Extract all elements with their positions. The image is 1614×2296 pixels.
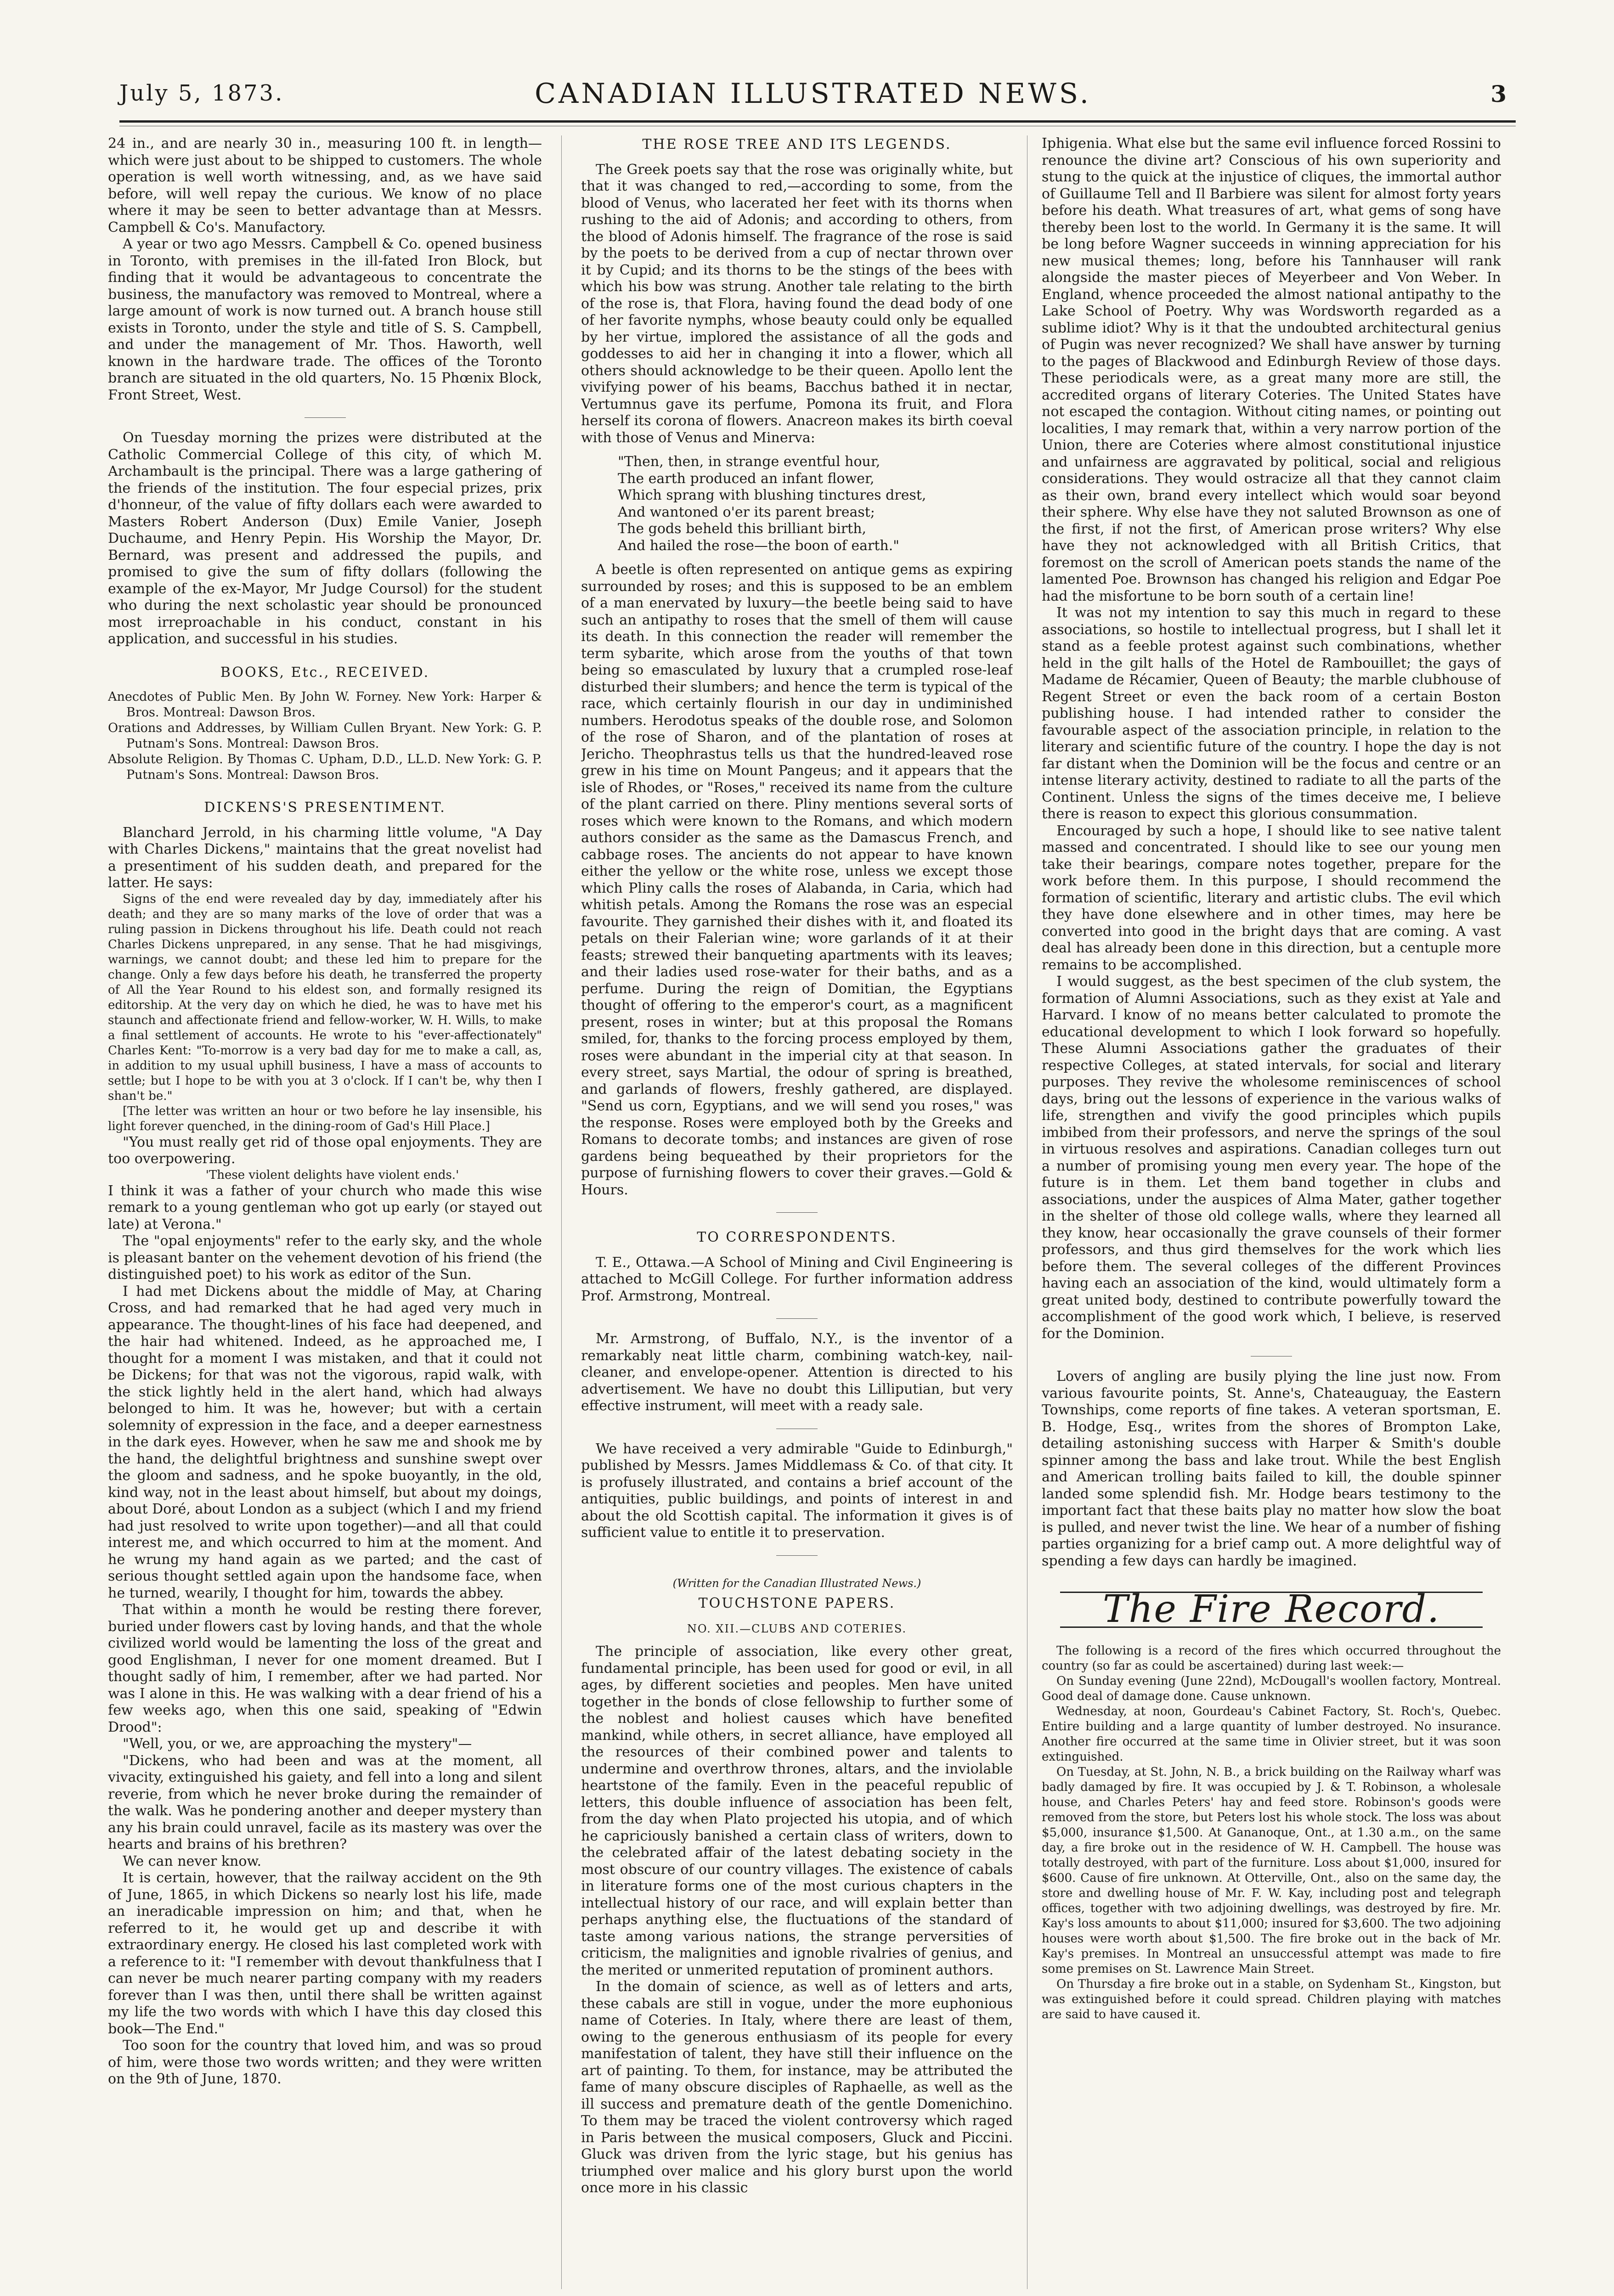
fire-record-banner <box>1042 1587 1501 1631</box>
paragraph: We have received a very admirable "Guide to Edinburgh," published by Messrs. James Middlemass & Co. of that city. It is profusely illustrated, and contains a brief account of the antiquities, public buildings, and points of interest in and about the old Scottish capital. The information it gives is of sufficient value to entitle it to preservation. <box>581 1441 1013 1541</box>
paragraph: We can never know. <box>123 1853 262 1869</box>
fire-record-heading: The Fire Record. <box>1102 1587 1440 1631</box>
column-1 <box>108 135 542 2289</box>
poem-line: "Then, then, in strange eventful hour, <box>618 454 880 470</box>
book-entry: Anecdotes of Public Men. By John W. Forney. New York: Harper & Bros. Montreal: Dawson Bros. <box>108 690 542 720</box>
paragraph: It was not my intention to say this much in regard to these associations, so hostile to intellectual progress, but I shall let it stand as a feeble protest against such combinations, whether held in the gilt halls of the Hotel de Rambouillet; the gays of Madame de Récamier, Queen of Beauty; the marble clubhouse of Regent Street or even the back room of a certain Boston publishing house. I had intended rather to consider the favourable aspect of the association principle, in relation to the literary and scientific future of the country. I hope the day is not far distant when the Dominion will be the focus and centre or an intense literary activity, destined to radiate to all the parts of the Continent. Unless the signs of the times deceive me, I believe there is reason to expect this glorious consummation. <box>1042 605 1501 822</box>
paragraph: Encouraged by such a hope, I should like to see native talent massed and concentrated. I should like to see our young men take their bearings, compare notes together, prepare for the work before them. In this purpose, I should recommend the formation of scientific, literary and artistic clubs. The evil which they have done elsewhere and in other times, may here be converted into good in the bright days that are coming. A vast deal has already been done in this direction, but a centuple more remains to be accomplished. <box>1042 822 1501 973</box>
separator <box>776 1555 818 1556</box>
quote-paragraph: [The letter was written an hour or two before he lay insensible, his light forever quenched, in the dining-room of Gad's Hill Place.] <box>108 1104 542 1133</box>
paragraph: "Dickens, who had been and was at the moment, all vivacity, extinguished his gaiety, and fell into a long and silent reverie, from which he never broke during the remainder of the walk. Was he pondering another and deeper mystery than any his brain could unravel, facile as its mastery was over the hearts and brains of his brethren? <box>108 1752 542 1852</box>
paragraph: Mr. Armstrong, of Buffalo, N.Y., is the inventor of a remarkably neat little charm, combining watch-key, nail-cleaner, and envelope-opener. Attention is directed to his advertisement. We have no doubt this Lilliputian, but very effective instrument, will meet with a ready sale. <box>581 1331 1013 1414</box>
touchstone-byline: (Written for the Canadian Illustrated News.) <box>672 1576 921 1590</box>
paragraph: A beetle is often represented on antique gems as expiring surrounded by roses; and this is supposed to be an emblem of a man enervated by luxury—the beetle being said to have such an antipathy to roses that the smell of them will cause its death. In this connection the reader will remember the term sybarite, which arose from the youths of that town being so emasculated by luxury that a crumpled rose-leaf disturbed their slumbers; and hence the term is typical of the race, which certainly flourish in our day in undiminished numbers. Herodotus speaks of the double rose, and Solomon of the rose of Sharon, and of the plantation of roses at Jericho. Theophrastus tells us that the hundred-leaved rose grew in his time on Mount Pangeus; and it appears that the isle of Rhodes, or "Roses," received its name from the culture of the plant carried on there. Pliny mentions several sorts of roses which were known to the Romans, and which modern authors consider as the same as the Damascus French, and cabbage roses. The ancients do not appear to have known either the yellow or the white rose, unless we except those which Pliny calls the roses of Alabanda, in Caria, which had whitish petals. Among the Romans the rose was an especial favourite. They garnished their dishes with it, and floated its petals on their Falerian wine; wore garlands of it at their feasts; strewed their banqueting apartments with its leaves; and their ladies used rose-water for their baths, and as a perfume. During the reign of Domitian, the Egyptians thought of offering to the emperor's court, as a magnificent present, roses in winter; but at this proposal the Romans smiled, for, thanks to the forcing process employed by them, roses were abundant in the imperial city at that season. In every street, says Martial, the odour of spring is breathed, and garlands of flowers, freshly gathered, are displayed. "Send us corn, Egyptians, and we will send you roses," was the response. Roses were employed both by the Greeks and Romans to decorate tombs; and instances are given of rose gardens being bequeathed by their proprietors for the purpose of furnishing flowers to cover their graves.—Gold & Hours. <box>581 562 1013 1198</box>
page-header <box>119 80 1507 113</box>
poem-line: And hailed the rose—the boon of earth." <box>618 537 900 554</box>
book-entry: Absolute Religion. By Thomas C. Upham, D.D., LL.D. New York: G. P. Putnam's Sons. Montreal: Dawson Bros. <box>108 752 542 782</box>
paragraph: "Well, you, or we, are approaching the mystery"— <box>123 1736 472 1752</box>
column-3 <box>1042 135 1501 2289</box>
books-heading: BOOKS, Etc., RECEIVED. <box>220 664 430 681</box>
column-2 <box>581 135 1013 2289</box>
paragraph: I had met Dickens about the middle of May, at Charing Cross, and had remarked that he had aged very much in appearance. The thought-lines of his face had deepened, and the hair had whitened. Indeed, as he approached me, I thought for a moment I was mistaken, and that it could not be Dickens; for that was not the vigorous, rapid walk, with the stick lightly held in the alert hand, which had always belonged to him. It was he, however; but with a certain solemnity of expression in the face, and a deeper earnestness in the dark eyes. However, when he saw me and shook me by the hand, the delightful brightness and sunshine swept over the gloom and sadness, and he spoke buoyantly, in the old, kind way, not in the least about himself, but about my doings, about Doré, about London as a subject (which I and my friend had just resolved to write upon together)—and all that could interest me, and which occurred to him at the moment. And he wrung my hand again as we parted; and the cast of serious thought settled again upon the handsome face, when he turned, wearily, I thought for him, towards the abbey. <box>108 1283 542 1601</box>
paragraph: In the domain of science, as well as of letters and arts, these cabals are still in vogue, under the more euphonious name of Coteries. In Italy, where there are least of them, owing to the generous enthusiasm of its people for every manifestation of talent, they have still their influence on the art of painting. To them, for instance, may be attributed the fame of many obscure disciples of Raphaelle, as well as the ill success and premature death of the gentle Domenichino. To them may be traced the violent controversy which raged in Paris between the musical composers, Gluck and Piccini. Gluck was driven from the lyric stage, but his genius has triumphed over malice and his glory burst upon the world once more in his classic <box>581 1979 1013 2196</box>
touchstone-heading: TOUCHSTONE PAPERS. <box>698 1595 896 1611</box>
poem-line: The earth produced an infant flower, <box>618 470 875 487</box>
paragraph: T. E., Ottawa.—A School of Mining and Civil Engineering is attached to McGill College. For further information address Prof. Armstrong, Montreal. <box>581 1254 1013 1304</box>
paragraph: I would suggest, as the best specimen of the club system, the formation of Alumni Associations, such as they exist at Yale and Harvard. I know of no means better calculated to promote the educational development to which I look forward so hopefully. These Alumni Associations gather the graduates of their respective Colleges, at stated intervals, for social and literary purposes. They revive the wholesome reminiscences of school days, bring out the lessons of experience in the various walks of life, strengthen and vivify the good principles which pupils imbibed from their professors, and nerve the springs of the soul in virtuous resolves and aspirations. Canadian colleges turn out a number of promising young men every year. The hope of the future is in them. Let them band together in clubs and associations, under the auspices of Alma Mater, gather together in the shelter of those old college walls, where they learned all they know, hear occasionally the grave counsels of their former professors, and thus gird themselves for the work which lies before them. The several colleges of the different Provinces having each an association of the kind, would ultimately form a great united body, destined to contribute powerfully toward the accomplishment of the good work which, I believe, is reserved for the Dominion. <box>1042 974 1501 1342</box>
touchstone-subheading: NO. XII.—CLUBS AND COTERIES. <box>687 1622 907 1635</box>
dickens-heading: DICKENS'S PRESENTIMENT. <box>204 799 446 816</box>
paragraph: Too soon for the country that loved him, and was so proud of him, were those two words written; and they were written on the 9th of June, 1870. <box>108 2037 542 2087</box>
paragraph: On Thursday a fire broke out in a stable, on Sydenham St., Kingston, but was extinguished before it could spread. Children playing with matches are said to have caused it. <box>1042 1977 1501 2021</box>
paragraph: That within a month he would be resting there forever, buried under flowers cast by loving hands, and that the whole civilized world would be lamenting the loss of the great and good Englishman, I never for one moment dreamed. But I thought sadly of him, I remember, after we had parted. Nor was I alone in this. He was walking with a dear friend of his a few weeks ago, when this one said, speaking of "Edwin Drood": <box>108 1602 542 1735</box>
column-divider <box>561 135 562 2289</box>
paragraph: It is certain, however, that the railway accident on the 9th of June, 1865, in which Dickens so nearly lost his life, made an ineradicable impression on him; and that, when he referred to it, he would get up and describe it with extraordinary energy. He closed his last completed work with a reference to it: "I remember with devout thankfulness that I can never be much nearer parting company with my readers forever than I was then, until there shall be written against my life the two words with which I have this day closed this book—The End." <box>108 1870 542 2037</box>
quote-line: 'These violent delights have violent ends.' <box>205 1168 459 1182</box>
quote-paragraph: Signs of the end were revealed day by day, immediately after his death; and they are so many marks of the love of order that was a ruling passion in Dickens throughout his life. Death could not reach Charles Dickens unprepared, in any sense. That he had misgivings, warnings, we cannot doubt; and these led him to prepare for the change. Only a few days before his death, he transferred the property of All the Year Round to his eldest son, and formally resigned its editorship. At the very day on which he died, he was to have met his staunch and affectionate friend and fellow-worker, W. H. Wills, to make a final settlement of accounts. He wrote to his "ever-affectionately" Charles Kent: "To-morrow is a very bad day for me to make a call, as, in addition to my usual uphill business, I have a mass of accounts to settle; but I hope to be with you at 3 o'clock. If I can't be, why then I shan't be." <box>108 892 542 1103</box>
paragraph: A year or two ago Messrs. Campbell & Co. opened business in Toronto, with premises in the ill-fated Iron Block, but finding that it would be advantageous to concentrate the business, the manufactory was removed to Montreal, where a large amount of work is now turned out. A branch house still exists in Toronto, under the style and title of S. S. Campbell, and under the management of Mr. Thos. Haworth, well known in the hardware trade. The offices of the Toronto branch are situated in the old quarters, No. 15 Phœnix Block, Front Street, West. <box>108 236 542 403</box>
paragraph: The "opal enjoyments" refer to the early sky, and the whole is pleasant banter on the vehement devotion of his friend (the distinguished poet) to his work as editor of the Sun. <box>108 1233 542 1283</box>
paragraph: The following is a record of the fires which occurred throughout the country (so far as could be ascertained) during last week:— <box>1042 1643 1501 1673</box>
paragraph: On Tuesday morning the prizes were distributed at the Catholic Commercial College of this city, of which M. Archambault is the principal. There was a large gathering of the friends of the institution. The four especial prizes, prix d'honneur, of the value of fifty dollars each were awarded to Masters Robert Anderson (Dux) Emile Vanier, Joseph Duchaume, and Henry Pepin. His Worship the Mayor, Dr. Bernard, was present and addressed the pupils, and promised to give the sum of fifty dollars (following the example of the ex-Mayor, Mr Judge Coursol) for the student who during the next scholastic year should be pronounced most irreproachable in his conduct, constant in his application, and successful in his studies. <box>108 430 542 647</box>
poem-line: Which sprang with blushing tinctures drest, <box>618 487 926 503</box>
paragraph: Lovers of angling are busily plying the line just now. From various favourite points, St. Anne's, Chateauguay, the Eastern Townships, come reports of fine takes. A veteran sportsman, E. B. Hodge, Esq., writes from the shores of Brompton Lake, detailing astonishing success with Harper & Smith's double spinner among the bass and lake trout. While the best English and American trolling baits failed to kill, the double spinner landed some splendid fish. Mr. Hodge bears testimony to the important fact that these baits play no matter how slow the boat is pulled, and never twist the line. We hear of a number of fishing parties organizing for a brief camp out. A more delightful way of spending a few days can hardly be imagined. <box>1042 1368 1501 1569</box>
paragraph: I think it was a father of your church who made this wise remark to a young gentleman who got up early (or stayed out late) at Verona." <box>108 1182 542 1232</box>
rose-heading: THE ROSE TREE AND ITS LEGENDS. <box>642 136 952 152</box>
paragraph: On Tuesday, at St. John, N. B., a brick building on the Railway wharf was badly damaged by fire. It was occupied by J. & T. Robinson, a wholesale house, and Charles Peters' hay and feed store. Robinson's goods were removed from the store, but Peters lost his whole stock. The loss was about $5,000, insurance $1,500. At Gananoque, Ont., at 1.30 a.m., on the same day, a fire broke out in the residence of W. H. Campbell. The house was totally destroyed, with part of the furniture. Loss about $1,000, insured for $600. Cause of fire unknown. At Otterville, Ont., also on the same day, the store and dwelling house of Mr. F. W. Kay, including post and telegraph offices, together with two adjoining dwellings, was destroyed by fire. Mr. Kay's loss amounts to about $11,000; insured for $3,600. The two adjoining houses were worth about $1,500. The fire broke out in the back of Mr. Kay's premises. In Montreal an unsuccessful attempt was made to fire some premises on St. Lawrence Main Street. <box>1042 1765 1501 1976</box>
separator <box>776 1212 818 1213</box>
masthead-title: CANADIAN ILLUSTRATED NEWS. <box>535 78 1091 110</box>
issue-date: July 5, 1873. <box>119 80 284 106</box>
paragraph: On Sunday evening (June 22nd), McDougall's woollen factory, Montreal. Good deal of damage done. Cause unknown. <box>1042 1674 1501 1703</box>
poem-line: And wantoned o'er its parent breast; <box>618 504 875 520</box>
page-number: 3 <box>1490 80 1507 107</box>
correspondents-heading: TO CORRESPONDENTS. <box>697 1229 897 1245</box>
paragraph: "You must really get rid of those opal enjoyments. They are too overpowering. <box>108 1134 542 1167</box>
paragraph: 24 in., and are nearly 30 in., measuring 100 ft. in length—which were just about to be shipped to customers. The whole operation is well worth witnessing, and, as we have said before, will well repay the curious. We know of no place where it may be seen to better advantage than at Messrs. Campbell & Co's. Manufactory. <box>108 135 542 236</box>
separator <box>305 417 346 418</box>
paragraph: Blanchard Jerrold, in his charming little volume, "A Day with Charles Dickens," maintains that the great novelist had a presentiment of his sudden death, and prepared for the latter. He says: <box>108 824 542 891</box>
poem-line: The gods beheld this brilliant birth, <box>618 521 867 537</box>
poem <box>618 454 1013 554</box>
paragraph: The Greek poets say that the rose was originally white, but that it was changed to red,—according to some, from the blood of Venus, who lacerated her feet with its thorns when rushing to the aid of Adonis; and according to others, from the blood of Adonis himself. The fragrance of the rose is said by the poets to be derived from a cup of nectar thrown over it by Cupid; and its thorns to be the stings of the bees with which his bow was strung. Another tale relating to the birth of the rose is, that Flora, having found the dead body of one of her favorite nymphs, whose beauty could only be equalled by her virtue, implored the assistance of all the gods and goddesses to aid her in changing it into a flower, which all others should acknowledge to be their queen. Apollo lent the vivifying power of his beams, Bacchus bathed it in nectar, Vertumnus gave its perfume, Pomona its fruit, and Flora herself its corona of flowers. Anacreon makes its birth coeval with those of Venus and Minerva: <box>581 161 1013 446</box>
separator <box>776 1318 818 1319</box>
paragraph: Iphigenia. What else but the same evil influence forced Rossini to renounce the divine art? Conscious of his own superiority and stung to the quick at the injustice of cliques, the immortal author of Guillaume Tell and Il Barbiere was silent for almost forty years before his death. What treasures of art, what gems of song have thereby been lost to the world. In Germany it is the same. It will be long before Wagner succeeds in winning appreciation for his new musical themes; long, before his Tannhauser will rank alongside the master pieces of Meyerbeer and Von Weber. In England, whence proceeded the almost national antipathy to the Lake School of Poetry. Why was Wordsworth regarded as a sublime idiot? Why is it that the undoubted architectural genius of Pugin was never recognized? We shall have answer by turning to the pages of Blackwood and Edinburgh Review of those days. These periodicals were, as a great many more are still, the accredited organs of literary Coteries. The United States have not escaped the contagion. Without citing names, or pointing out localities, I may remark that, within a very narrow portion of the Union, there are Coteries where almost constitutional injustice and unfairness are aggravated by political, social and religious considerations. They would ostracize all that they cannot claim as their own, brand every intellect which would soar beyond their sphere. Why else have they not saluted Brownson as one of the first, if not the first, of American prose writers? Why else have they not acknowledged with all British Critics, that foremost on the scroll of American poets stands the name of the lamented Poe. Brownson has changed his religion and Edgar Poe had the misfortune to be born south of a certain line! <box>1042 135 1501 604</box>
paragraph: Wednesday, at noon, Gourdeau's Cabinet Factory, St. Roch's, Quebec. Entire building and a large quantity of lumber destroyed. No insurance. Another fire occurred at the same time in Olivier street, but it was soon extinguished. <box>1042 1704 1501 1764</box>
paragraph: The principle of association, like every other great, fundamental principle, has been used for good or evil, in all ages, by different societies and peoples. Men have united together in the bonds of close fellowship to further some of the noblest and holiest causes which have benefited mankind, while others, in secret alliance, have employed all the resources of their combined power and talents to undermine and overthrow thrones, altars, and the inviolable heartstone of the family. Even in the peaceful republic of letters, this double influence of association has been felt, from the day when Plato projected his utopia, and of which he capriciously banished a certain class of writers, down to the celebrated affair of the latest debating society in the most obscure of our country villages. The existence of cabals in literature forms one of the most curious chapters in the intellectual history of our race, and will explain better than perhaps anything else, the fluctuations of the standard of taste among various nations, the strange perversities of criticism, the malignities and ignoble rivalries of genius, and the merited or unmerited reputation of prominent authors. <box>581 1643 1013 1978</box>
header-rule <box>119 120 1516 123</box>
book-entry: Orations and Addresses, by William Cullen Bryant. New York: G. P. Putnam's Sons. Montreal: Dawson Bros. <box>108 721 542 751</box>
